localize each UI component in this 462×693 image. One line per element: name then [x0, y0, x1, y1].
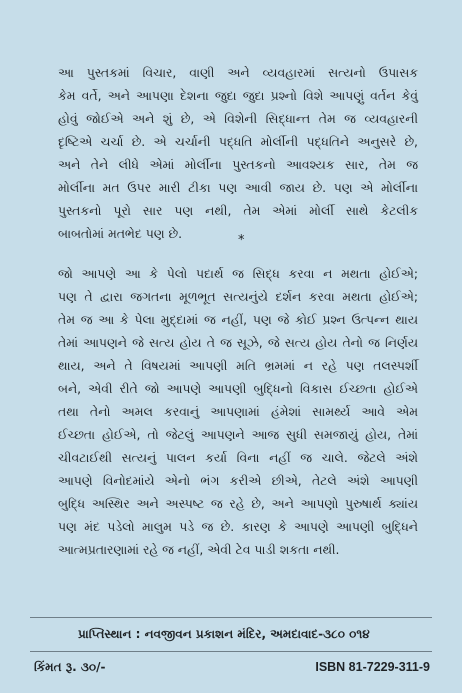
text-line: પણ તે દ્વારા જગતના મૂળભૂત સત્યનુંયે દર્શન કરવા મથતા હોઈએ; [58, 289, 418, 304]
text-line: તેમાં આપણને જે સત્ય હોય તે જ સૂઝે, જે સત્ય હોય તેનો જ નિર્ણય [58, 335, 418, 350]
text-line: જો આપણે આ કે પેલો પદાર્થ જ સિદ્ધ કરવા ન મથતા હોઈએ; [58, 266, 418, 281]
text-line: દૃષ્ટિએ ચર્ચા છે. એ ચર્ચાની પદ્ધતિ મોર્લીની પદ્ધતિને અનુસરે છે, [58, 134, 418, 149]
text-line: કેમ વર્તે, અને આપણા દેશના જુદા જુદા પ્રશ્નો વિશે આપણું વર્તન કેવું [58, 88, 418, 103]
text-line: મોર્લીના મત ઉપર મારી ટીકા પણ આવી જાય છે. પણ એ મોર્લીના [58, 180, 418, 195]
text-line: બુદ્ધિ અસ્થિર અને અસ્પષ્ટ જ રહે છે, અને આપણો પુરુષાર્થ ક્યાંય [58, 496, 418, 511]
text-line: થાય, અને તે વિષયમાં આપણી મતિ ભ્રમમાં ન રહે પણ તલસ્પર્શી [58, 358, 418, 373]
description-paragraph-2 [58, 262, 418, 561]
divider [30, 617, 432, 618]
section-separator: * [238, 233, 245, 248]
text-line: અને તેને લીધે એમાં મોર્લીના પુસ્તકનો આવશ્યક સાર, તેમ જ [58, 157, 418, 172]
publisher-address: પ્રાપ્તિસ્થાન : નવજીવન પ્રકાશન મંદિર, અમદાવાદ-૩૮૦ ૦૧૪ [78, 627, 370, 641]
price-label: કિંમત રૂ. ૩૦/- [34, 660, 106, 674]
text-line: આપણે વિનોદમાંયે એનો ભંગ કરીએ છીએ, તેટલે અંશે આપણી [58, 473, 418, 488]
text-line: પણ મંદ પડેલો માલુમ પડે જ છે. કારણ કે આપણે આપણી બુદ્ધિને [58, 519, 418, 534]
isbn-label: ISBN 81-7229-311-9 [315, 660, 430, 674]
text-line: ચીવટાઈથી સત્યનું પાલન કર્યા વિના નહીં જ ચાલે. જેટલે અંશે [58, 450, 418, 465]
text-line: પુસ્તકનો પૂરો સાર પણ નથી, તેમ એમાં મોર્લી સાથે કેટલીક [58, 203, 418, 218]
description-paragraph-1 [58, 61, 418, 245]
text-line: ઈચ્છતા હોઈએ, તો જેટલું આપણને આજ સુધી સમજાયું હોય, તેમાં [58, 427, 418, 442]
text-line: આ પુસ્તકમાં વિચાર, વાણી અને વ્યવહારમાં સત્યનો ઉપાસક [58, 65, 418, 80]
text-line: તથા તેનો અમલ કરવાનું આપણામાં હંમેશાં સામર્થ્ય આવે એમ [58, 404, 418, 419]
text-line: બને, એવી રીતે જો આપણે આપણી બુદ્ધિનો વિકાસ ઈચ્છતા હોઈએ [58, 381, 418, 396]
text-line: તેમ જ આ કે પેલા મુદ્દામાં જ નહીં, પણ જે કોઈ પ્રશ્ન ઉત્પન્ન થાય [58, 312, 418, 327]
divider [30, 651, 432, 652]
text-line: બાબતોમાં મતભેદ પણ છે. [58, 226, 183, 241]
text-line: આત્મપ્રતારણામાં રહે જ નહીં, એવી ટેવ પાડી શકતા નથી. [58, 542, 340, 557]
text-line: હોવું જોઈએ અને શું છે, એ વિશેની સિદ્ધાન્ત તેમ જ વ્યવહારની [58, 111, 418, 126]
